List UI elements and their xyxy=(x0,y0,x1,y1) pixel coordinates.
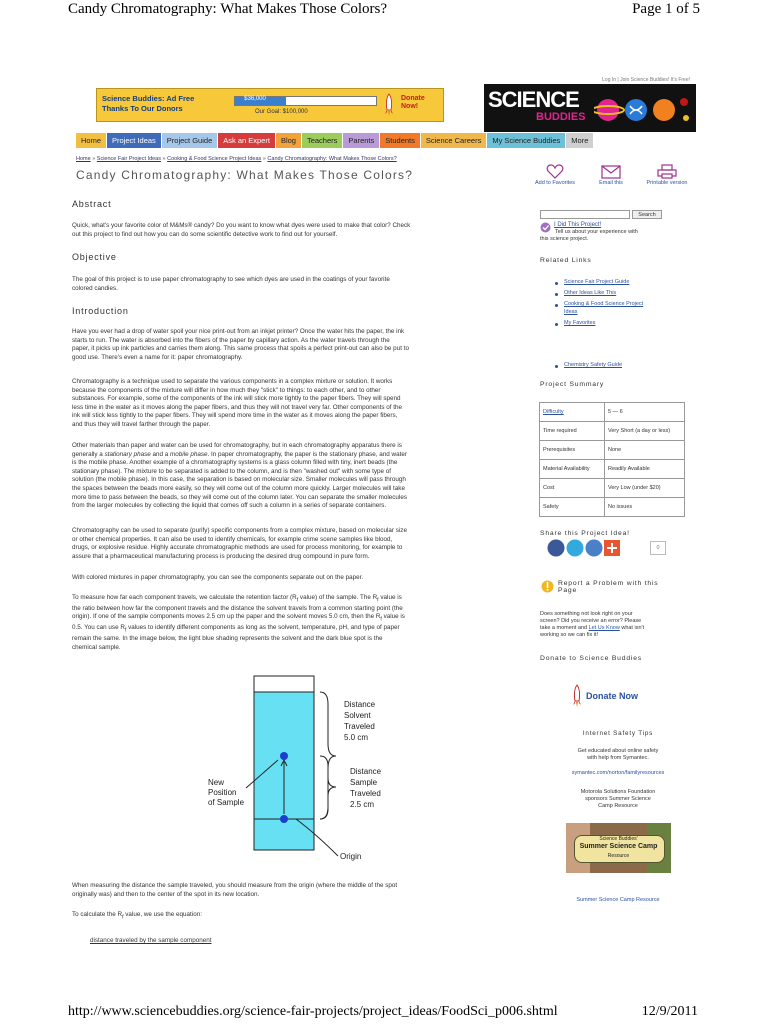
motorola-text: Motorola Solutions Foundation sponsors Summer Science Camp Resource xyxy=(580,789,656,809)
sample-label-4: 2.5 cm xyxy=(350,800,375,809)
nav-more[interactable]: More xyxy=(566,133,594,148)
internet-safety-text: Get educated about online safety with help from Symantec. xyxy=(577,748,659,761)
summary-value: None xyxy=(605,441,685,460)
nav-blog[interactable]: Blog xyxy=(276,133,302,148)
intro-paragraph-6: To measure how far each component travels, we calculate the retention factor ($R_f$ value) of the sample. The $R_f$ value is the ratio between how far the component travels and the distance the solvent travels from a common starting point (the origin). If one of the sample components moves 2.5 cm up the paper and the solvent moves 5.0 cm, then the $R_f$ value is 0.5. You can use $R_f$ values to identify different components as long as the solvent, temperature, pH, and type of paper remain the same. In the image below, the light blue shading represents the solvent and the dark blue spot is the chemical sample. xyxy=(72,594,405,651)
print-footer-url: http://www.sciencebuddies.org/science-fair-projects/project_ideas/FoodSci_p006.shtml xyxy=(68,1004,558,1019)
share-count: 0 xyxy=(650,541,666,555)
twitter-icon[interactable] xyxy=(567,540,584,557)
breadcrumb-home[interactable]: Home xyxy=(76,156,91,162)
sample-label-2: Sample xyxy=(350,778,378,787)
printer-icon xyxy=(657,164,677,179)
intro-paragraph-4: Chromatography can be used to separate (purify) specific components from a complex mixture, based on molecular size or other chemical properties. It can also be used to identify chemicals, for example crime scene samples like blood, drugs, or explosive residue. Highly accurate chromatographic methods are used for process monitoring, for example to assure that a pharmaceutical manufacturing process is producing the desired drug compound in pure form. xyxy=(72,527,407,560)
solvent-label-4: 5.0 cm xyxy=(344,733,369,742)
breadcrumb: Home » Science Fair Project Ideas » Cooking & Food Science Project Ideas » Candy Chromatography: What Makes Those Colors? xyxy=(76,156,397,162)
project-summary-table xyxy=(539,402,685,517)
nav-ask-an-expert[interactable]: Ask an Expert xyxy=(218,133,276,148)
related-link-guide[interactable]: Science Fair Project Guide xyxy=(564,279,630,285)
intro-paragraph-3: Other materials than paper and water can be used for chromatography, but in each chromatography apparatus there is generally a stationary phase and a mobile phase. In paper chromatography, the paper is the stationary phase, and water is the mobile phase. Another example of a chromatography systems is a glass column filled with tiny, inert beads (the stationary phase). The mixture to be separated is added to the column, and is then "washed out" with some type of solution (the mobile phase). In this case, the separation is based on molecular size. Smaller molecules will pass through the spaces between the beads more easily, so they will come out of the column more quickly. Larger molecules will take more time to pass between the beads, so they will come out of the column later. You can separate the smaller molecules from the larger molecules by collecting the liquid that comes off such a column in a series of separate containers. xyxy=(72,442,407,510)
email-this-button[interactable]: Email this xyxy=(586,164,636,186)
sample-spot-new xyxy=(280,752,288,760)
print-header-title: Candy Chromatography: What Makes Those Colors? xyxy=(68,1,387,17)
breadcrumb-food-science[interactable]: Cooking & Food Science Project Ideas xyxy=(167,156,262,162)
email-share-icon[interactable] xyxy=(586,540,603,557)
page-tools xyxy=(530,164,700,190)
rocket-icon xyxy=(570,683,584,709)
origin-label: Origin xyxy=(340,852,362,861)
equation-numerator: distance traveled by the sample component xyxy=(90,937,212,944)
bullet xyxy=(555,323,558,326)
did-this-project-link[interactable]: I Did This Project! xyxy=(554,222,602,228)
bullet xyxy=(555,293,558,296)
main-navigation xyxy=(76,133,696,148)
login-link[interactable]: Log In | Join Science Buddies! It's Free! xyxy=(602,77,690,83)
project-summary-heading: Project Summary xyxy=(540,381,605,388)
donation-banner[interactable] xyxy=(96,88,444,122)
sample-label-1: Distance xyxy=(350,767,382,776)
abstract-heading: Abstract xyxy=(72,199,112,209)
nav-my-science-buddies[interactable]: My Science Buddies xyxy=(487,133,566,148)
summary-value: Very Short (a day or less) xyxy=(605,422,685,441)
bullet xyxy=(555,282,558,285)
print-footer-date: 12/9/2011 xyxy=(641,1004,698,1019)
summary-value: 5 — 6 xyxy=(605,403,685,422)
breadcrumb-project-ideas[interactable]: Science Fair Project Ideas xyxy=(96,156,161,162)
summer-camp-link[interactable]: Summer Science Camp Resource xyxy=(576,897,660,903)
nav-project-ideas[interactable]: Project Ideas xyxy=(107,133,162,148)
search-input[interactable] xyxy=(540,210,630,219)
breadcrumb-current[interactable]: Candy Chromatography: What Makes Those Colors? xyxy=(267,156,397,162)
summary-row xyxy=(540,403,685,422)
after-diagram-paragraph: When measuring the distance the sample traveled, you should measure from the origin (where the middle of the spot originally was) and then to the center of the spot in its new location. xyxy=(72,882,398,898)
summary-key: Safety xyxy=(540,498,605,517)
nav-students[interactable]: Students xyxy=(380,133,421,148)
summer-camp-image[interactable]: Science Buddies' Summer Science Camp Resource xyxy=(566,823,671,873)
did-this-project-desc: Tell us about your experience with this science project. xyxy=(540,229,638,242)
let-us-know-link[interactable]: Let Us Know xyxy=(588,625,620,631)
related-link-food-science[interactable]: Cooking & Food Science Project xyxy=(564,301,644,307)
summary-key: Cost xyxy=(540,479,605,498)
page-title: Candy Chromatography: What Makes Those Colors? xyxy=(76,168,414,182)
donate-now-button[interactable]: Donate Now xyxy=(570,681,660,715)
nav-parents[interactable]: Parents xyxy=(343,133,380,148)
bullet xyxy=(555,304,558,307)
internet-safety-heading: Internet Safety Tips xyxy=(582,730,654,737)
summary-value: Readily Available xyxy=(605,460,685,479)
related-links-heading: Related Links xyxy=(540,257,592,264)
facebook-icon[interactable] xyxy=(548,540,565,557)
nav-science-careers[interactable]: Science Careers xyxy=(421,133,487,148)
new-position-label-3: of Sample xyxy=(208,798,245,807)
banner-donate-now[interactable]: Donate Now! xyxy=(401,95,425,110)
banner-text: Science Buddies: Ad Free Thanks To Our Donors xyxy=(102,94,195,113)
share-heading: Share this Project Idea! xyxy=(540,530,630,537)
rocket-icon xyxy=(382,93,396,117)
nav-home[interactable]: Home xyxy=(76,133,107,148)
equation-intro: To calculate the $R_f$ value, we use the equation: xyxy=(72,911,202,921)
nav-teachers[interactable]: Teachers xyxy=(302,133,343,148)
bullet xyxy=(555,365,558,368)
summary-row xyxy=(540,441,685,460)
share-icons xyxy=(547,539,625,557)
donate-heading: Donate to Science Buddies xyxy=(540,655,642,662)
intro-paragraph-2: Chromatography is a technique used to separate the various components in a complex mixture or solution. It works because the components of the mixture will differ in how much they "stick" to things: to each other, and to other substances. For example, some of the components of the ink will stick more tightly to the paper fibers. They will spend less time in the water as it moves along the paper fibers, and thus they will not travel very far. Other components of the ink will stick less tightly to the paper fibers. They will spend more time in the water as it moves along the paper fibers, and thus they will travel farther through the paper. xyxy=(72,378,403,428)
add-to-favorites-button[interactable]: Add to Favorites xyxy=(530,164,580,186)
sample-label-3: Traveled xyxy=(350,789,381,798)
nav-project-guide[interactable]: Project Guide xyxy=(162,133,218,148)
heart-icon xyxy=(546,164,564,179)
summary-value: Very Low (under $20) xyxy=(605,479,685,498)
print-header xyxy=(0,0,768,24)
warning-icon xyxy=(541,579,554,594)
related-link-other-ideas[interactable]: Other Ideas Like This xyxy=(564,290,617,296)
summary-key: Material Availability xyxy=(540,460,605,479)
intro-paragraph-5: With colored mixtures in paper chromatography, you can see the components separate out on the paper. xyxy=(72,574,364,581)
report-problem-heading: Report a Problem with this Page xyxy=(558,580,659,594)
chromatography-diagram xyxy=(196,674,396,870)
solvent-label-2: Solvent xyxy=(344,711,371,720)
logo-science-icons xyxy=(594,88,694,128)
solvent-label-1: Distance xyxy=(344,700,376,709)
objective-text: The goal of this project is to use paper chromatography to see which dyes are used in the coatings of your favorite colored candies. xyxy=(72,276,390,292)
summary-row xyxy=(540,422,685,441)
science-buddies-logo[interactable]: SCIENCE BUDDIES xyxy=(484,84,696,132)
summary-value: No issues xyxy=(605,498,685,517)
donation-progress-bar xyxy=(234,96,377,106)
solvent-label-3: Traveled xyxy=(344,722,375,731)
report-problem-text: Does something not look right on your screen? Did you receive an error? Please take a moment and Let Us Know what isn't working so we can fix it! xyxy=(540,611,645,638)
summary-key[interactable]: Difficulty xyxy=(540,403,605,422)
print-header-page: Page 1 of 5 xyxy=(632,1,700,17)
related-link-favorites[interactable]: My Favorites xyxy=(564,320,596,326)
summary-row xyxy=(540,498,685,517)
summary-row xyxy=(540,460,685,479)
chemistry-safety-link[interactable]: Chemistry Safety Guide xyxy=(564,362,623,368)
symantec-link[interactable]: symantec.com/norton/familyresources xyxy=(571,770,665,776)
intro-paragraph-1: Have you ever had a drop of water spoil your nice print-out from an inkjet printer? Once the water hits the paper, the ink starts to run. The water is absorbed into the fibers of the paper by capillary action. As the water travels through the paper, it picks up ink particles and carries them along. This same process that spoils a perfect print-out can also be put to good use. There's even a name for it: paper chromatography. xyxy=(72,328,409,361)
related-link-food-science-cont[interactable]: Ideas xyxy=(564,309,578,315)
abstract-text: Quick, what's your favorite color of M&Ms® candy? Do you want to know what dyes were used to make that color? Check out this project to find out how you can do some scientific detective work to find out for yourself. xyxy=(72,222,411,238)
new-position-label-1: New xyxy=(208,778,225,787)
introduction-heading: Introduction xyxy=(72,306,129,316)
sample-spot-origin xyxy=(280,815,288,823)
donation-amount: $36,000 xyxy=(244,96,266,102)
summary-key: Time required xyxy=(540,422,605,441)
envelope-icon xyxy=(601,164,621,179)
summary-row xyxy=(540,479,685,498)
donation-goal: Our Goal: $100,000 xyxy=(255,109,308,115)
new-position-label-2: Position xyxy=(208,788,237,797)
summary-key: Prerequisites xyxy=(540,441,605,460)
printable-version-button[interactable]: Printable version xyxy=(642,164,692,186)
objective-heading: Objective xyxy=(72,252,117,262)
search-button[interactable]: Search xyxy=(632,210,662,219)
